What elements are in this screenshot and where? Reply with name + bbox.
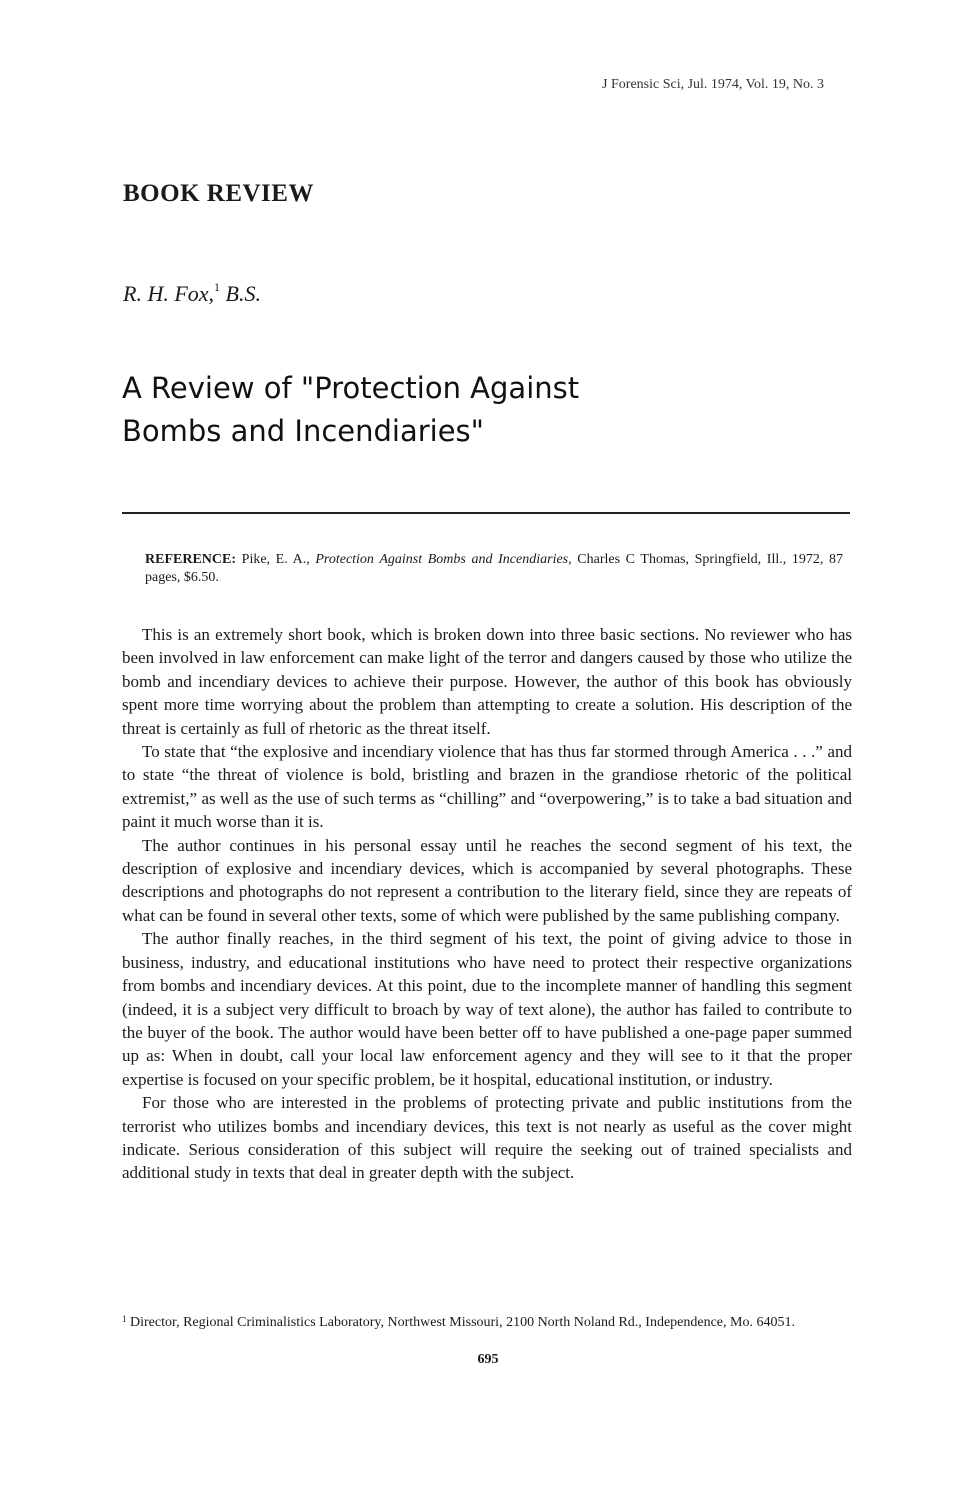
journal-reference: J Forensic Sci, Jul. 1974, Vol. 19, No. 3	[602, 77, 824, 92]
body-paragraph: The author continues in his personal essay until he reaches the second segment of his text, the description of explosive and incendiary devices, which is accompanied by several photographs. These descriptions and photographs do not represent a contribution to the literary field, since they are repeats of what can be found in several other texts, some of which were published by the same publishing company.	[122, 835, 852, 925]
author-degree: B.S.	[225, 281, 261, 306]
body-paragraph: To state that “the explosive and incendiary violence that has thus far stormed through America . . .” and to state “the threat of violence is bold, bristling and brazen in the grandiose rhetoric of the political extremist,” as well as the use of such terms as “chilling” and “overpowering,” is to take a bad situation and paint it much worse than it is.	[122, 742, 852, 832]
reference-label: REFERENCE:	[145, 552, 237, 567]
reference-book-title: Protection Against Bombs and Incendiaries,	[315, 552, 572, 567]
footnote	[122, 1310, 852, 1332]
section-heading: BOOK REVIEW	[123, 180, 314, 207]
title-line-2: Bombs and Incendiaries"	[122, 414, 485, 448]
article-title	[122, 367, 822, 453]
reference-block	[145, 551, 843, 587]
page-number: 695	[477, 1352, 499, 1367]
footnote-text: Director, Regional Criminalistics Laboratory, Northwest Missouri, 2100 North Noland Rd., Independence, Mo. 64051.	[130, 1315, 795, 1330]
author-footnote-mark: 1	[214, 280, 221, 294]
title-line-1: A Review of "Protection Against	[122, 371, 580, 405]
reference-details: Charles C Thomas, Springfield, Ill., 1972, 87 pages, $6.50.	[145, 552, 843, 585]
reference-author: Pike, E. A.,	[241, 552, 310, 567]
author-name: R. H. Fox,	[123, 281, 215, 306]
title-divider	[122, 512, 850, 514]
author-line	[123, 280, 261, 307]
body-paragraph: For those who are interested in the problems of protecting private and public institutions from the terrorist who utilizes bombs and incendiary devices, this text is not nearly as useful as the cover might indicate. Serious consideration of this subject will require the seeking out of trained specialists and additional study in texts that deal in greater depth with the subject.	[122, 1093, 852, 1183]
footnote-mark: 1	[122, 1314, 127, 1324]
article-body	[122, 623, 852, 1185]
body-paragraph: This is an extremely short book, which is broken down into three basic sections. No reviewer who has been involved in law enforcement can make light of the terror and dangers caused by those who utilize the bomb and incendiary devices to achieve their purpose. However, the author of this book has obviously spent more time worrying about the problem than attempting to create a solution. His description of the threat is certainly as full of rhetoric as the threat itself.	[122, 625, 852, 738]
body-paragraph: The author finally reaches, in the third segment of his text, the point of giving advice to those in business, industry, and educational institutions who have need to protect their respective organizations from bombs and incendiary devices. At this point, due to the incomplete manner of handling this segment (indeed, it is a subject very difficult to broach by way of text alone), the author has failed to contribute to the buyer of the book. The author would have been better off to have published a one-page paper summed up as: When in doubt, call your local law enforcement agency and they will see to it that the proper expertise is focused on your specific problem, be it hospital, educational institution, or industry.	[122, 929, 852, 1089]
